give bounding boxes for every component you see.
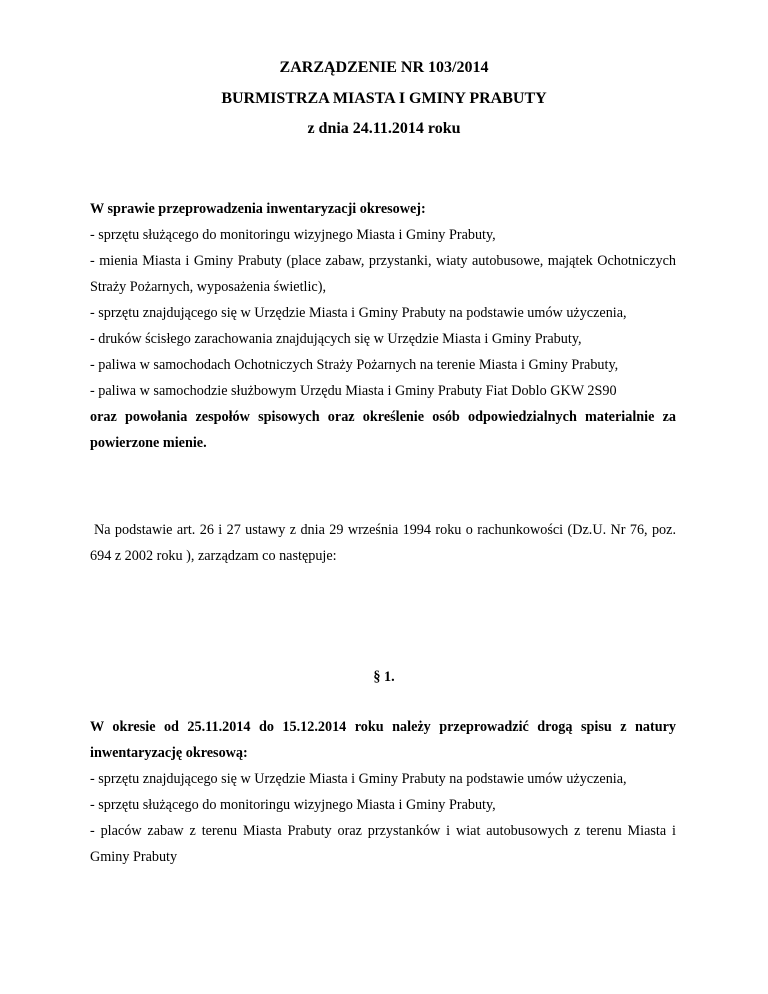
subject-closing: oraz powołania zespołów spisowych oraz określenie osób odpowiedzialnych materialnie za powierzone mienie. xyxy=(90,409,676,451)
section-1-item: - sprzętu znajdującego się w Urzędzie Miasta i Gminy Prabuty na podstawie umów użyczenia, xyxy=(90,771,627,787)
subject-item: - paliwa w samochodach Ochotniczych Straży Pożarnych na terenie Miasta i Gminy Prabuty, xyxy=(90,357,619,373)
section-1-item: - sprzętu służącego do monitoringu wizyjnego Miasta i Gminy Prabuty, xyxy=(90,797,496,813)
document-title: ZARZĄDZENIE NR 103/2014 xyxy=(279,59,489,76)
section-1-item: - placów zabaw z terenu Miasta Prabuty oraz przystanków i wiat autobusowych z terenu Miasta i Gminy Prabuty xyxy=(90,823,676,865)
subject-item: - sprzętu służącego do monitoringu wizyjnego Miasta i Gminy Prabuty, xyxy=(90,227,496,243)
subject-item: - paliwa w samochodzie służbowym Urzędu Miasta i Gminy Prabuty Fiat Doblo GKW 2S90 xyxy=(90,383,617,399)
subject-section xyxy=(90,196,676,456)
subject-item: - mienia Miasta i Gminy Prabuty (place zabaw, przystanki, wiaty autobusowe, majątek Ochotniczych Straży Pożarnych, wyposażenia świetlic), xyxy=(90,253,676,295)
subject-item: - druków ścisłego zarachowania znajdujących się w Urzędzie Miasta i Gminy Prabuty, xyxy=(90,331,582,347)
subject-heading: W sprawie przeprowadzenia inwentaryzacji okresowej: xyxy=(90,201,426,217)
section-1-body xyxy=(90,714,676,870)
section-1-title: § 1. xyxy=(373,669,395,685)
legal-basis: Na podstawie art. 26 i 27 ustawy z dnia 29 września 1994 roku o rachunkowości (Dz.U. Nr 76, poz. 694 z 2002 roku ), zarządzam co następuje: xyxy=(90,522,676,564)
issuer-title: BURMISTRZA MIASTA I GMINY PRABUTY xyxy=(221,90,547,107)
section-1-intro: W okresie od 25.11.2014 do 15.12.2014 roku należy przeprowadzić drogą spisu z natury inwentaryzację okresową: xyxy=(90,719,676,761)
document-date: z dnia 24.11.2014 roku xyxy=(307,120,461,137)
subject-item: - sprzętu znajdującego się w Urzędzie Miasta i Gminy Prabuty na podstawie umów użyczenia, xyxy=(90,305,627,321)
